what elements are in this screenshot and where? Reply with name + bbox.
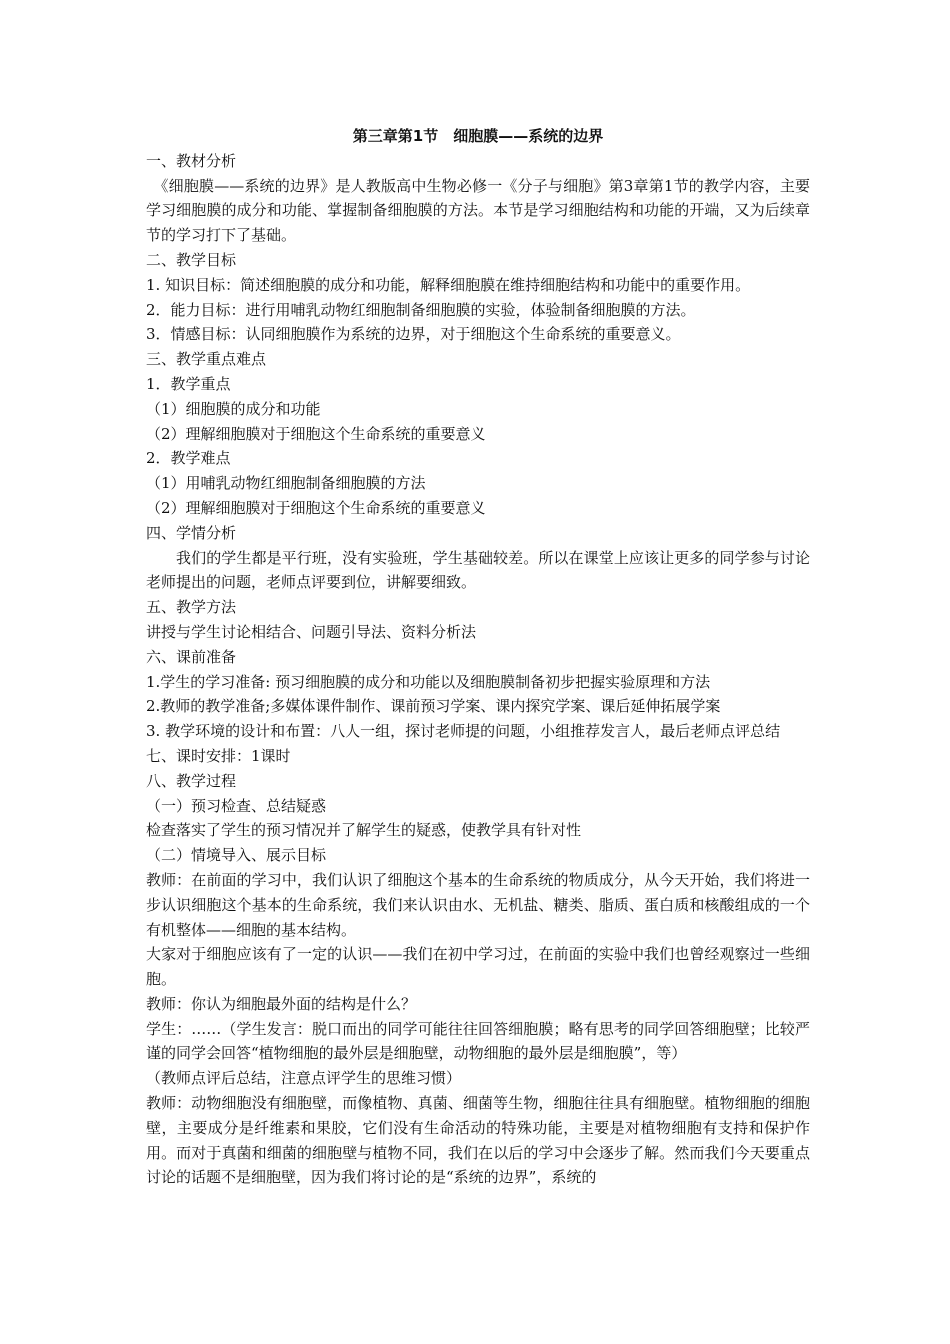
dialogue-paragraph: （教师点评后总结，注意点评学生的思维习惯） bbox=[146, 1069, 462, 1088]
goal-item: 3．情感目标：认同细胞膜作为系统的边界，对于细胞这个生命系统的重要意义。 bbox=[146, 325, 681, 344]
difficult-point-item: （2）理解细胞膜对于细胞这个生命系统的重要意义 bbox=[146, 498, 486, 517]
process-text: 检查落实了学生的预习情况并了解学生的疑惑，使教学具有针对性 bbox=[146, 821, 582, 840]
goal-item: 2．能力目标：进行用哺乳动物红细胞制备细胞膜的实验，体验制备细胞膜的方法。 bbox=[146, 300, 696, 319]
student-analysis-paragraph: 我们的学生都是平行班，没有实验班，学生基础较差。所以在课堂上应该让更多的同学参与讨论老师提出的问题，老师点评要到位，讲解要细致。 bbox=[146, 548, 810, 592]
section-heading-teaching-goals: 二、教学目标 bbox=[146, 250, 237, 269]
section-heading-class-hours: 七、课时安排：1课时 bbox=[146, 746, 291, 765]
dialogue-paragraph: 教师：你认为细胞最外面的结构是什么？ bbox=[146, 994, 417, 1013]
preparation-item: 2.教师的教学准备;多媒体课件制作、课前预习学案、课内探究学案、课后延伸拓展学案 bbox=[146, 697, 721, 716]
preparation-item: 3. 教学环境的设计和布置：八人一组，探讨老师提的问题，小组推荐发言人，最后老师点评总结 bbox=[146, 722, 781, 741]
section-heading-teaching-process: 八、教学过程 bbox=[146, 771, 237, 790]
teaching-methods-text: 讲授与学生讨论相结合、问题引导法、资料分析法 bbox=[146, 622, 477, 641]
section-heading-teaching-methods: 五、教学方法 bbox=[146, 598, 237, 617]
document-page bbox=[146, 124, 810, 1190]
subheading-difficult-points: 2．教学难点 bbox=[146, 449, 231, 468]
section-heading-key-difficult-points: 三、教学重点难点 bbox=[146, 350, 267, 369]
key-point-item: （2）理解细胞膜对于细胞这个生命系统的重要意义 bbox=[146, 424, 486, 443]
dialogue-paragraph: 大家对于细胞应该有了一定的认识——我们在初中学习过，在前面的实验中我们也曾经观察过一些细胞。 bbox=[146, 945, 810, 989]
process-subheading: （一）预习检查、总结疑惑 bbox=[146, 796, 327, 815]
section-heading-textbook-analysis: 一、教材分析 bbox=[146, 151, 237, 170]
preparation-item: 1.学生的学习准备: 预习细胞膜的成分和功能以及细胞膜制备初步把握实验原理和方法 bbox=[146, 672, 711, 691]
dialogue-paragraph: 教师：在前面的学习中，我们认识了细胞这个基本的生命系统的物质成分，从今天开始，我们将进一步认识细胞这个基本的生命系统，我们来认识由水、无机盐、糖类、脂质、蛋白质和核酸组成的一个有机整体——细胞的基本结构。 bbox=[146, 870, 810, 939]
process-subheading: （二）情境导入、展示目标 bbox=[146, 846, 327, 865]
dialogue-paragraph: 教师：动物细胞没有细胞壁，而像植物、真菌、细菌等生物，细胞往往具有细胞壁。植物细胞的细胞壁，主要成分是纤维素和果胶，它们没有生命活动的特殊功能，主要是对植物细胞有支持和保护作用。而对于真菌和细菌的细胞壁与植物不同，我们在以后的学习中会逐步了解。然而我们今天要重点讨论的话题不是细胞壁，因为我们将讨论的是“系统的边界”，系统的 bbox=[146, 1094, 810, 1187]
key-point-item: （1）细胞膜的成分和功能 bbox=[146, 399, 321, 418]
textbook-analysis-paragraph: 《细胞膜——系统的边界》是人教版高中生物必修一《分子与细胞》第3章第1节的教学内容，主要学习细胞膜的成分和功能、掌握制备细胞膜的方法。本节是学习细胞结构和功能的开端，又为后续章节的学习打下了基础。 bbox=[146, 176, 810, 245]
section-heading-preparation: 六、课前准备 bbox=[146, 647, 237, 666]
goal-item: 1. 知识目标：简述细胞膜的成分和功能，解释细胞膜在维持细胞结构和功能中的重要作用。 bbox=[146, 275, 751, 294]
dialogue-paragraph: 学生：……（学生发言：脱口而出的同学可能往往回答细胞膜；略有思考的同学回答细胞壁；比较严谨的同学会回答“植物细胞的最外层是细胞壁，动物细胞的最外层是细胞膜”，等） bbox=[146, 1019, 810, 1063]
section-heading-student-analysis: 四、学情分析 bbox=[146, 523, 237, 542]
difficult-point-item: （1）用哺乳动物红细胞制备细胞膜的方法 bbox=[146, 474, 426, 493]
subheading-key-points: 1．教学重点 bbox=[146, 374, 231, 393]
document-title: 第三章第1节 细胞膜——系统的边界 bbox=[352, 127, 604, 145]
